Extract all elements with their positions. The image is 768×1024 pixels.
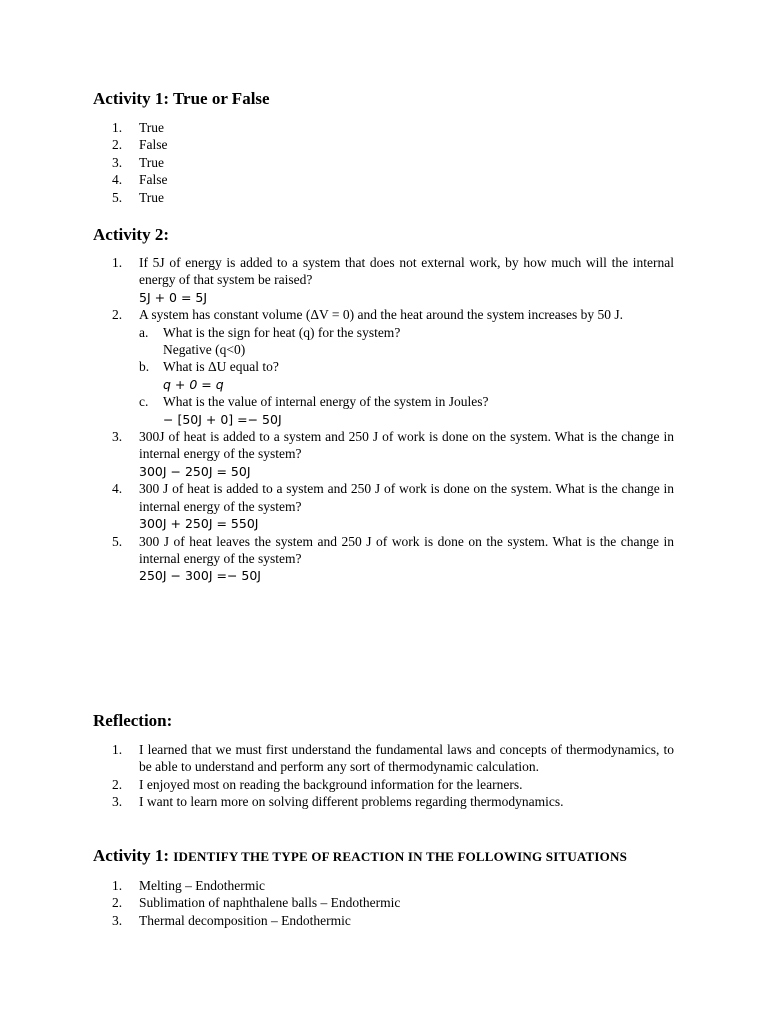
sub-question: b. What is ΔU equal to? q + 0 = q — [139, 358, 674, 393]
list-item: 2. I enjoyed most on reading the background information for the learners. — [112, 776, 523, 792]
list-item: 5. True — [112, 189, 165, 205]
activity1-list — [112, 119, 674, 206]
list-item: 1. Melting – Endothermic — [112, 878, 265, 893]
list-item: 3. True — [112, 154, 165, 170]
reflection-heading: Reflection: — [93, 711, 173, 730]
question-item: 3. 300J of heat is added to a system and 250 J of work is done on the system. What is the change in internal energy of the system? 300J − 250J = 50J — [112, 429, 674, 479]
list-item: 4. False — [112, 172, 168, 188]
list-item: 1. I learned that we must first understand the fundamental laws and concepts of thermodynamics, to be able to understand and perform any sort of thermodynamic calculation. — [112, 742, 674, 775]
question-text: If 5J of energy is added to a system that does not external work, by how much will the internal energy of that system be raised? — [139, 255, 674, 288]
activity1b-heading — [93, 846, 627, 867]
sub-question-text: What is the sign for heat (q) for the system? — [163, 324, 401, 340]
sub-question: c. What is the value of internal energy of the system in Joules? − [50J + 0] =− 50J — [139, 393, 674, 428]
question-item: 5. 300 J of heat leaves the system and 250 J of work is done on the system. What is the change in internal energy of the system? 250J − 300J =− 50J — [112, 533, 674, 584]
sub-question-text: What is the value of internal energy of the system in Joules? — [163, 394, 489, 410]
list-item: 3. I want to learn more on solving different problems regarding thermodynamics. — [112, 794, 564, 810]
heading-lead: Activity 1: — [93, 846, 170, 865]
question-text: 300J of heat is added to a system and 250 J of work is done on the system. What is the change in internal energy of the system? — [139, 429, 674, 462]
answer-equation: 300J + 250J = 550J — [139, 516, 259, 532]
question-item: 4. 300 J of heat is added to a system and 250 J of work is done on the system. What is the change in internal energy of the system? 300J + 250J = 550J — [112, 481, 674, 532]
sub-answer: Negative (q<0) — [163, 342, 246, 358]
answer-equation: 300J − 250J = 50J — [139, 463, 251, 479]
list-item: 2. False — [112, 137, 168, 153]
question-item: 1. If 5J of energy is added to a system that does not external work, by how much will the internal energy of that system be raised? 5J + 0 = 5J — [112, 255, 674, 305]
activity2-list — [112, 254, 674, 585]
reaction-list — [112, 877, 674, 929]
answer-equation: 250J − 300J =− 50J — [139, 568, 261, 584]
list-item: 2. Sublimation of naphthalene balls – Endothermic — [112, 895, 401, 911]
list-item: 1. True — [112, 120, 165, 135]
answer-equation: 5J + 0 = 5J — [139, 289, 208, 305]
heading-rest: IDENTIFY THE TYPE OF REACTION IN THE FOLLOWING SITUATIONS — [173, 849, 628, 864]
list-item: 3. Thermal decomposition – Endothermic — [112, 912, 351, 928]
question-text: A system has constant volume (ΔV = 0) and the heat around the system increases by 50 J. — [139, 307, 623, 323]
question-item: 2. A system has constant volume (ΔV = 0) and the heat around the system increases by 50 J. a. What is the sign for heat (q) for the system? Negative (q<0) b. What is ΔU equal to? q + 0 = q c. What is the value of internal energy of the system in Joules? − [50J + 0] =− 50J — [112, 306, 674, 428]
question-text: 300 J of heat leaves the system and 250 J of work is done on the system. What is the change in internal energy of the system? — [139, 533, 674, 566]
sub-answer: q + 0 = q — [163, 376, 224, 392]
sub-question-text: What is ΔU equal to? — [163, 359, 279, 375]
activity1-heading: Activity 1: True or False — [93, 89, 270, 108]
question-text: 300 J of heat is added to a system and 250 J of work is done on the system. What is the change in internal energy of the system? — [139, 481, 674, 514]
activity2-heading: Activity 2: — [93, 225, 170, 244]
sub-question: a. What is the sign for heat (q) for the system? Negative (q<0) — [139, 324, 674, 359]
sub-answer: − [50J + 0] =− 50J — [163, 411, 282, 427]
reflection-list — [112, 741, 674, 811]
